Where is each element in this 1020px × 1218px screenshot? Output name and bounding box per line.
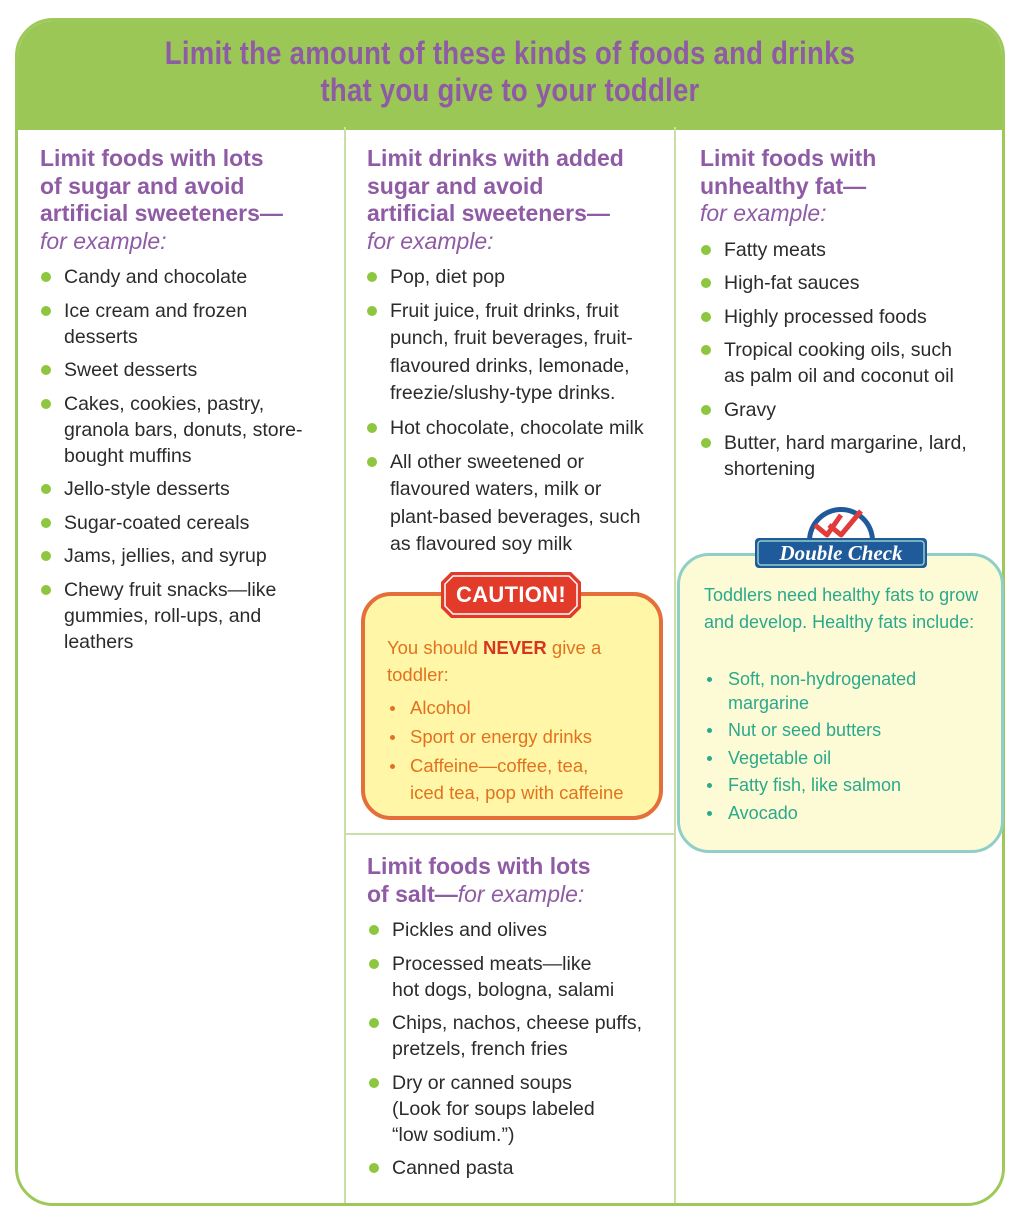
list-item: Canned pasta [368, 1155, 667, 1181]
title-banner [18, 21, 1002, 130]
double-check-intro: Toddlers need healthy fats to grow and develop. Healthy fats include: [704, 585, 979, 632]
list-item: Ice cream and frozen desserts [40, 298, 340, 350]
list-item: High-fat sauces [700, 270, 1000, 296]
list-item: Jello-style desserts [40, 476, 340, 502]
list-item: Cakes, cookies, pastry, granola bars, donuts, store- bought muffins [40, 391, 340, 469]
list-item: All other sweetened or flavoured waters, milk or plant-based beverages, such as flavoured soy milk [366, 449, 667, 559]
list-item: Avocado [704, 802, 994, 826]
list-item: Gravy [700, 397, 1000, 423]
list-item: Alcohol [387, 694, 657, 721]
list-item: Fatty fish, like salmon [704, 774, 994, 798]
sugar-heading: Limit foods with lots of sugar and avoid artificial sweeteners— for example: [40, 145, 283, 254]
caution-intro: You should NEVER give a toddler: [387, 637, 602, 685]
fat-list [700, 237, 1000, 483]
list-item: Butter, hard margarine, lard, shortening [700, 430, 1000, 482]
drinks-list [366, 264, 667, 559]
list-item: Processed meats—like hot dogs, bologna, salami [368, 951, 667, 1003]
list-item: Dry or canned soups (Look for soups labeled “low sodium.”) [368, 1070, 667, 1148]
list-item: Hot chocolate, chocolate milk [366, 415, 667, 441]
sugar-section [40, 145, 340, 662]
list-item: Chips, nachos, cheese puffs, pretzels, french fries [368, 1010, 667, 1062]
salt-section [367, 853, 667, 1189]
double-check-logo: Double Check [755, 495, 927, 573]
fat-heading: Limit foods with unhealthy fat— for example: [700, 145, 877, 226]
fat-section [700, 145, 1000, 490]
caution-box [361, 592, 663, 820]
salt-heading: Limit foods with lots of salt—for example: [367, 853, 591, 907]
list-item: Vegetable oil [704, 747, 994, 771]
double-check-box [677, 553, 1004, 853]
caution-list [387, 694, 657, 808]
list-item: Caffeine—coffee, tea, iced tea, pop with caffeine [387, 752, 657, 806]
list-item: Chewy fruit snacks—like gummies, roll-ups, and leathers [40, 577, 340, 655]
list-item: Jams, jellies, and syrup [40, 543, 340, 569]
list-item: Nut or seed butters [704, 719, 994, 743]
healthy-fats-list [704, 668, 994, 829]
column-divider-right [674, 127, 676, 1203]
list-item: Candy and chocolate [40, 264, 340, 290]
list-item: Highly processed foods [700, 304, 1000, 330]
drinks-section [367, 145, 667, 566]
sugar-list [40, 264, 340, 655]
column-divider-left [344, 127, 346, 1203]
salt-list [368, 917, 667, 1181]
middle-section-divider [346, 833, 674, 835]
caution-badge: CAUTION! [441, 572, 581, 618]
list-item: Pop, diet pop [366, 264, 667, 290]
list-item: Fatty meats [700, 237, 1000, 263]
drinks-heading: Limit drinks with added sugar and avoid artificial sweeteners— for example: [367, 145, 624, 254]
list-item: Sport or energy drinks [387, 723, 657, 750]
list-item: Pickles and olives [368, 917, 667, 943]
list-item: Soft, non-hydrogenated margarine [704, 668, 994, 715]
list-item: Tropical cooking oils, such as palm oil and coconut oil [700, 337, 1000, 389]
page-title: Limit the amount of these kinds of foods and drinks that you give to your toddler [164, 35, 856, 108]
list-item: Sugar-coated cereals [40, 510, 340, 536]
list-item: Sweet desserts [40, 357, 340, 383]
list-item: Fruit juice, fruit drinks, fruit punch, fruit beverages, fruit- flavoured drinks, lemonade, freezie/slushy-type drinks. [366, 298, 667, 408]
